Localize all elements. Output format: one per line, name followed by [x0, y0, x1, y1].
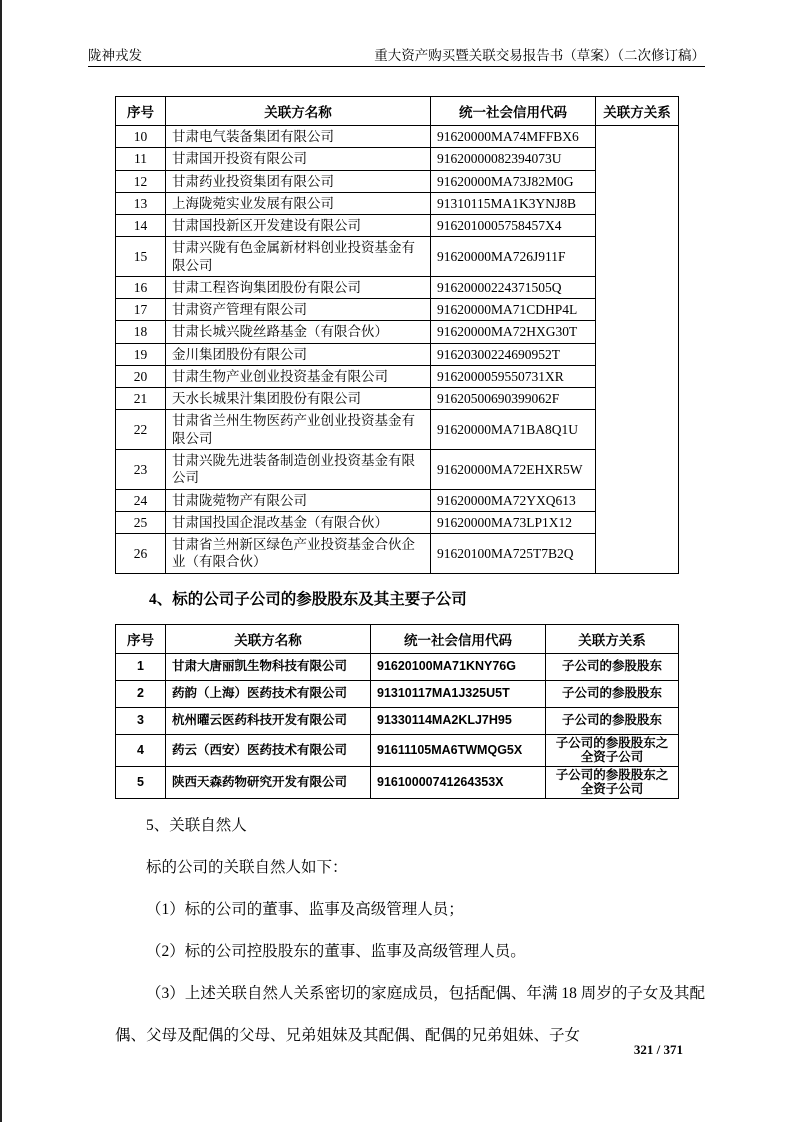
row-index-cell: 13: [116, 192, 166, 214]
related-parties-table-body: [116, 126, 679, 574]
row-index-cell: 15: [116, 237, 166, 277]
table-header-row: [116, 624, 679, 653]
table-row: [116, 707, 679, 734]
credit-code-cell: 91620000MA71BA8Q1U: [431, 410, 596, 450]
row-index-cell: 24: [116, 489, 166, 511]
section-4-title: 4、标的公司子公司的参股股东及其主要子公司: [149, 590, 467, 608]
party-name-cell: 陕西天森药物研究开发有限公司: [166, 766, 371, 798]
credit-code-cell: 91620000082394073U: [431, 148, 596, 170]
header-cell-party-name: 关联方名称: [166, 97, 431, 126]
party-name-cell: 甘肃兴陇先进装备制造创业投资基金有限公司: [166, 449, 431, 489]
table-row: [116, 299, 679, 321]
party-name-cell: 甘肃药业投资集团有限公司: [166, 170, 431, 192]
header-divider: [88, 66, 705, 67]
header-cell-relation: 关联方关系: [596, 97, 679, 126]
table-row: [116, 388, 679, 410]
table-row: [116, 321, 679, 343]
body-paragraphs: [115, 805, 705, 1057]
credit-code-cell: 91620500690399062F: [431, 388, 596, 410]
subsidiary-table-body: [116, 653, 679, 798]
table-header-row: [116, 97, 679, 126]
relation-merged-cell: [596, 126, 679, 574]
credit-code-cell: 9162000059550731XR: [431, 365, 596, 387]
party-name-cell: 甘肃电气装备集团有限公司: [166, 126, 431, 148]
paragraph-intro: 标的公司的关联自然人如下：: [146, 858, 348, 876]
row-index-cell: 26: [116, 534, 166, 574]
party-name-cell: 金川集团股份有限公司: [166, 343, 431, 365]
party-name-cell: 甘肃工程咨询集团股份有限公司: [166, 276, 431, 298]
row-index-cell: 11: [116, 148, 166, 170]
party-name-cell: 上海陇菀实业发展有限公司: [166, 192, 431, 214]
party-name-cell: 甘肃国投国企混改基金（有限合伙）: [166, 511, 431, 533]
table-row: [116, 511, 679, 533]
party-name-cell: 甘肃陇菀物产有限公司: [166, 489, 431, 511]
table-row: [116, 343, 679, 365]
row-index-cell: 5: [116, 766, 166, 798]
credit-code-cell: 91620000MA71CDHP4L: [431, 299, 596, 321]
related-parties-table: [115, 96, 679, 574]
party-name-cell: 甘肃国投新区开发建设有限公司: [166, 215, 431, 237]
header-cell-index: 序号: [116, 97, 166, 126]
credit-code-cell: 91620000224371505Q: [431, 276, 596, 298]
row-index-cell: 18: [116, 321, 166, 343]
relation-cell: 子公司的参股股东: [546, 707, 679, 734]
relation-cell: 子公司的参股股东: [546, 653, 679, 680]
row-index-cell: 20: [116, 365, 166, 387]
table-row: [116, 489, 679, 511]
credit-code-cell: 91620300224690952T: [431, 343, 596, 365]
relation-cell: 子公司的参股股东之全资子公司: [546, 734, 679, 766]
row-index-cell: 10: [116, 126, 166, 148]
row-index-cell: 21: [116, 388, 166, 410]
party-name-cell: 甘肃国开投资有限公司: [166, 148, 431, 170]
credit-code-cell: 91620000MA72EHXR5W: [431, 449, 596, 489]
credit-code-cell: 91330114MA2KLJ7H95: [371, 707, 546, 734]
row-index-cell: 4: [116, 734, 166, 766]
credit-code-cell: 91310115MA1K3YNJ8B: [431, 192, 596, 214]
table-row: [116, 410, 679, 450]
row-index-cell: 19: [116, 343, 166, 365]
credit-code-cell: 91620000MA72YXQ613: [431, 489, 596, 511]
row-index-cell: 3: [116, 707, 166, 734]
credit-code-cell: 91620000MA73LP1X12: [431, 511, 596, 533]
table-row: [116, 148, 679, 170]
page-number: 321 / 371: [633, 1042, 683, 1057]
credit-code-cell: 91310117MA1J325U5T: [371, 680, 546, 707]
subsidiary-shareholders-table: [115, 624, 679, 799]
table-row: [116, 365, 679, 387]
table-row: [116, 734, 679, 766]
party-name-cell: 药云（西安）医药技术有限公司: [166, 734, 371, 766]
paragraph-item-2: （2）标的公司控股股东的董事、监事及高级管理人员。: [146, 942, 526, 960]
table-row: [116, 534, 679, 574]
subsidiary-table-head: [116, 624, 679, 653]
party-name-cell: 甘肃生物产业创业投资基金有限公司: [166, 365, 431, 387]
credit-code-cell: 91620100MA725T7B2Q: [431, 534, 596, 574]
scan-edge-artifact: [0, 0, 2, 1122]
row-index-cell: 12: [116, 170, 166, 192]
party-name-cell: 甘肃资产管理有限公司: [166, 299, 431, 321]
party-name-cell: 天水长城果汁集团股份有限公司: [166, 388, 431, 410]
party-name-cell: 药韵（上海）医药技术有限公司: [166, 680, 371, 707]
credit-code-cell: 9162010005758457X4: [431, 215, 596, 237]
credit-code-cell: 91620000MA726J911F: [431, 237, 596, 277]
row-index-cell: 14: [116, 215, 166, 237]
party-name-cell: 甘肃省兰州生物医药产业创业投资基金有限公司: [166, 410, 431, 450]
table-row: [116, 276, 679, 298]
header-cell-relation: 关联方关系: [546, 624, 679, 653]
party-name-cell: 甘肃兴陇有色金属新材料创业投资基金有限公司: [166, 237, 431, 277]
header-cell-credit-code: 统一社会信用代码: [431, 97, 596, 126]
credit-code-cell: 91620000MA73J82M0G: [431, 170, 596, 192]
table-row: [116, 449, 679, 489]
header-report-title: 重大资产购买暨关联交易报告书（草案）（二次修订稿）: [374, 48, 705, 63]
table-row: [116, 653, 679, 680]
party-name-cell: 甘肃大唐丽凯生物科技有限公司: [166, 653, 371, 680]
row-index-cell: 17: [116, 299, 166, 321]
relation-cell: 子公司的参股股东之全资子公司: [546, 766, 679, 798]
table-row: [116, 170, 679, 192]
row-index-cell: 23: [116, 449, 166, 489]
row-index-cell: 25: [116, 511, 166, 533]
party-name-cell: 甘肃省兰州新区绿色产业投资基金合伙企业（有限合伙）: [166, 534, 431, 574]
credit-code-cell: 91620000MA74MFFBX6: [431, 126, 596, 148]
table-row: [116, 766, 679, 798]
table-row: [116, 126, 679, 148]
party-name-cell: 甘肃长城兴陇丝路基金（有限合伙）: [166, 321, 431, 343]
related-parties-table-head: [116, 97, 679, 126]
paragraph-item-3: （3）上述关联自然人关系密切的家庭成员，包括配偶、年满 18 周岁的子女及其配偶、父母及配偶的父母、兄弟姐妹及其配偶、配偶的兄弟姐妹、子女: [115, 984, 705, 1044]
credit-code-cell: 91620100MA71KNY76G: [371, 653, 546, 680]
table-row: [116, 237, 679, 277]
credit-code-cell: 91611105MA6TWMQG5X: [371, 734, 546, 766]
table-row: [116, 192, 679, 214]
row-index-cell: 22: [116, 410, 166, 450]
row-index-cell: 16: [116, 276, 166, 298]
credit-code-cell: 91610000741264353X: [371, 766, 546, 798]
row-index-cell: 1: [116, 653, 166, 680]
credit-code-cell: 91620000MA72HXG30T: [431, 321, 596, 343]
table-row: [116, 680, 679, 707]
relation-cell: 子公司的参股股东: [546, 680, 679, 707]
row-index-cell: 2: [116, 680, 166, 707]
paragraph-item-1: （1）标的公司的董事、监事及高级管理人员；: [146, 900, 464, 918]
page-content: [115, 96, 705, 1057]
party-name-cell: 杭州曜云医药科技开发有限公司: [166, 707, 371, 734]
page-header: [88, 44, 705, 64]
section-5-title: 5、关联自然人: [146, 816, 247, 834]
header-cell-credit-code: 统一社会信用代码: [371, 624, 546, 653]
table-row: [116, 215, 679, 237]
header-cell-index: 序号: [116, 624, 166, 653]
header-cell-party-name: 关联方名称: [166, 624, 371, 653]
header-company-name: 陇神戎发: [88, 48, 142, 63]
